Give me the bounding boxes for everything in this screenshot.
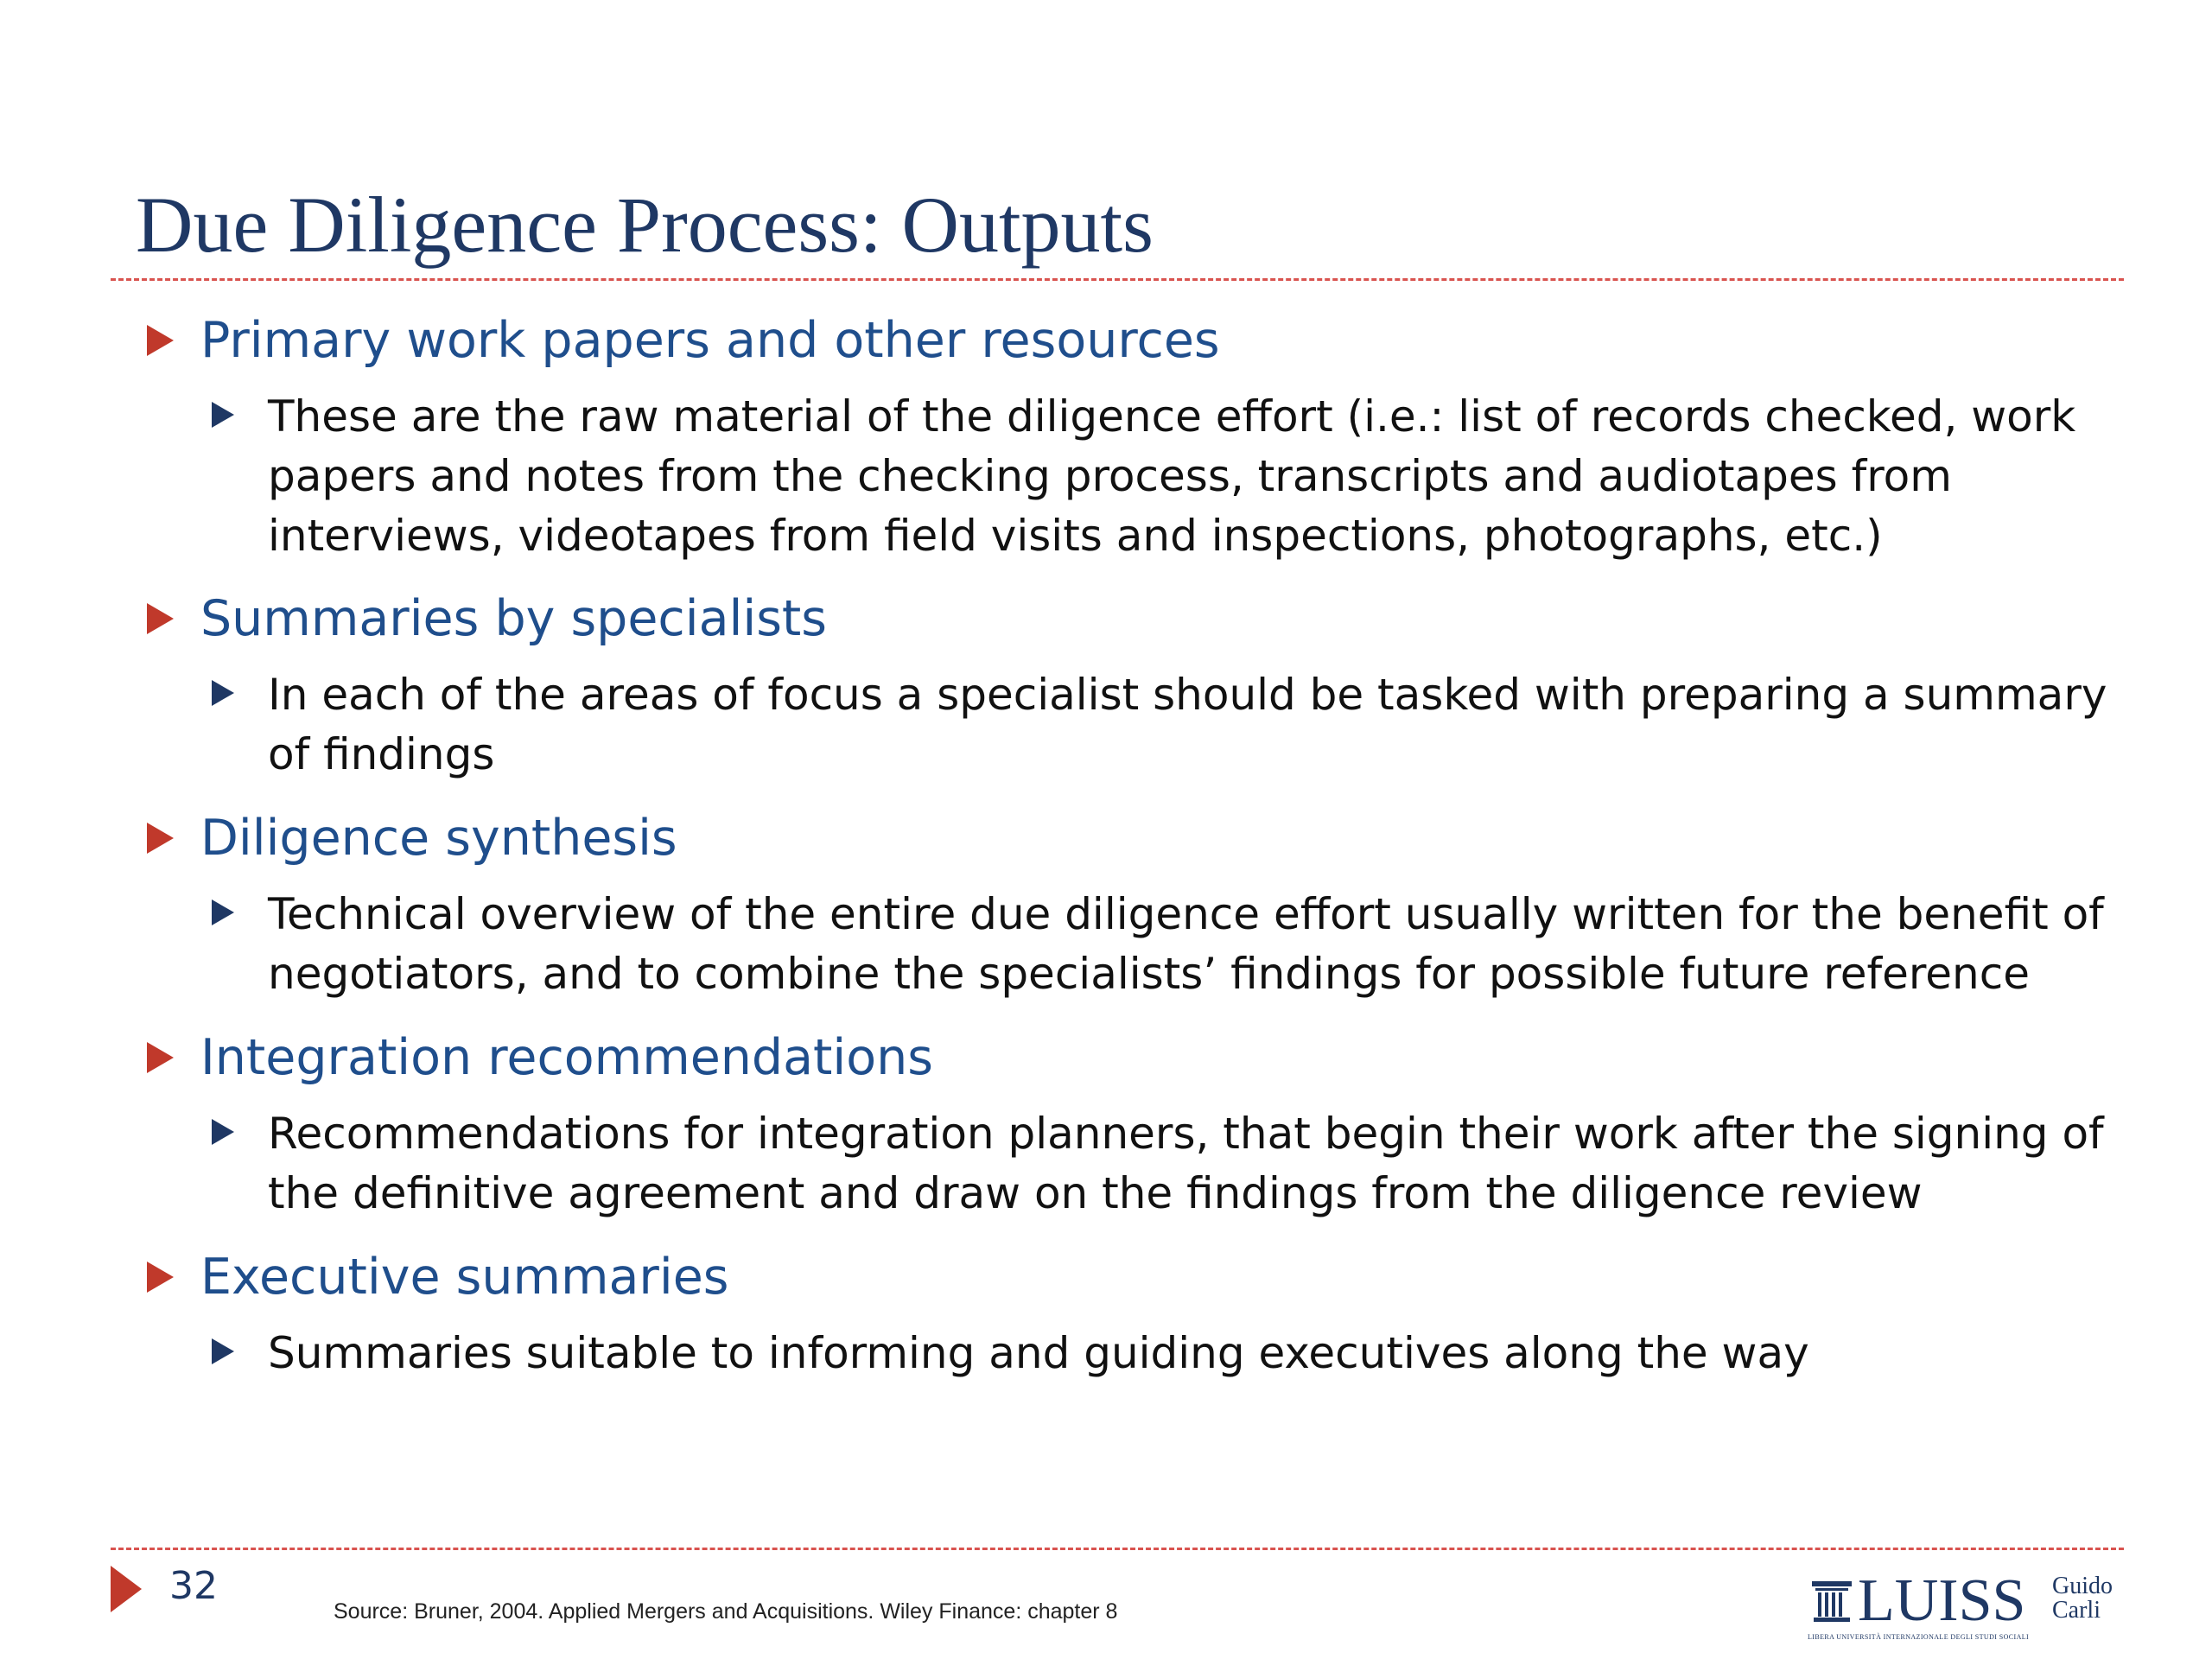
bullet-triangle-icon xyxy=(147,603,174,634)
sub-bullet-triangle-icon xyxy=(212,1119,234,1145)
sub-bullet-text: Recommendations for integration planners, that begin their work after the signing of the definitive agreement and draw on the findings from the diligence review xyxy=(268,1109,2104,1218)
sub-bullet-text: Summaries suitable to informing and guiding executives along the way xyxy=(268,1328,1809,1378)
bullet-triangle-icon xyxy=(147,325,174,356)
bullet-triangle-icon xyxy=(147,1042,174,1073)
bullet-heading: Integration recommendations xyxy=(200,1029,933,1086)
logo-guido: Guido xyxy=(2052,1573,2113,1599)
bullet-heading: Executive summaries xyxy=(200,1249,729,1306)
sub-bullet-text: These are the raw material of the diligence effort (i.e.: list of records checked, work papers and notes from the checking process, transcripts and audiotapes from interviews, videotapes from field visits and inspections, photographs, etc.) xyxy=(268,391,2076,561)
title-divider xyxy=(111,278,2124,281)
sub-bullet-triangle-icon xyxy=(212,402,234,428)
sub-bullet-text: Technical overview of the entire due diligence effort usually written for the benefit of negotiators, and to combine the specialists’ findings for possible future reference xyxy=(268,889,2104,999)
bullet-heading: Primary work papers and other resources xyxy=(200,312,1220,369)
bullet-triangle-icon xyxy=(147,823,174,854)
bullet-heading: Diligence synthesis xyxy=(200,810,677,867)
footer-divider xyxy=(111,1548,2124,1550)
column-icon xyxy=(1810,1580,1853,1623)
sub-bullet-text: In each of the areas of focus a specialist should be tasked with preparing a summary of findings xyxy=(268,670,2107,779)
luiss-logo xyxy=(1806,1562,2126,1644)
source-citation: Source: Bruner, 2004. Applied Mergers and Acquisitions. Wiley Finance: chapter 8 xyxy=(334,1599,1118,1624)
page-number: 32 xyxy=(169,1564,218,1608)
logo-tagline: LIBERA UNIVERSITÀ INTERNAZIONALE DEGLI STUDI SOCIALI xyxy=(1808,1633,2030,1641)
bullet-triangle-icon xyxy=(147,1262,174,1293)
sub-bullet-triangle-icon xyxy=(212,680,234,706)
logo-wordmark: LUISS xyxy=(1858,1567,2026,1634)
slide-title: Due Diligence Process: Outputs xyxy=(136,181,1154,269)
sub-bullet-triangle-icon xyxy=(212,1338,234,1364)
page-marker-icon xyxy=(111,1566,142,1612)
bullet-heading: Summaries by specialists xyxy=(200,590,827,647)
logo-carli: Carli xyxy=(2052,1597,2101,1624)
sub-bullet-triangle-icon xyxy=(212,899,234,925)
